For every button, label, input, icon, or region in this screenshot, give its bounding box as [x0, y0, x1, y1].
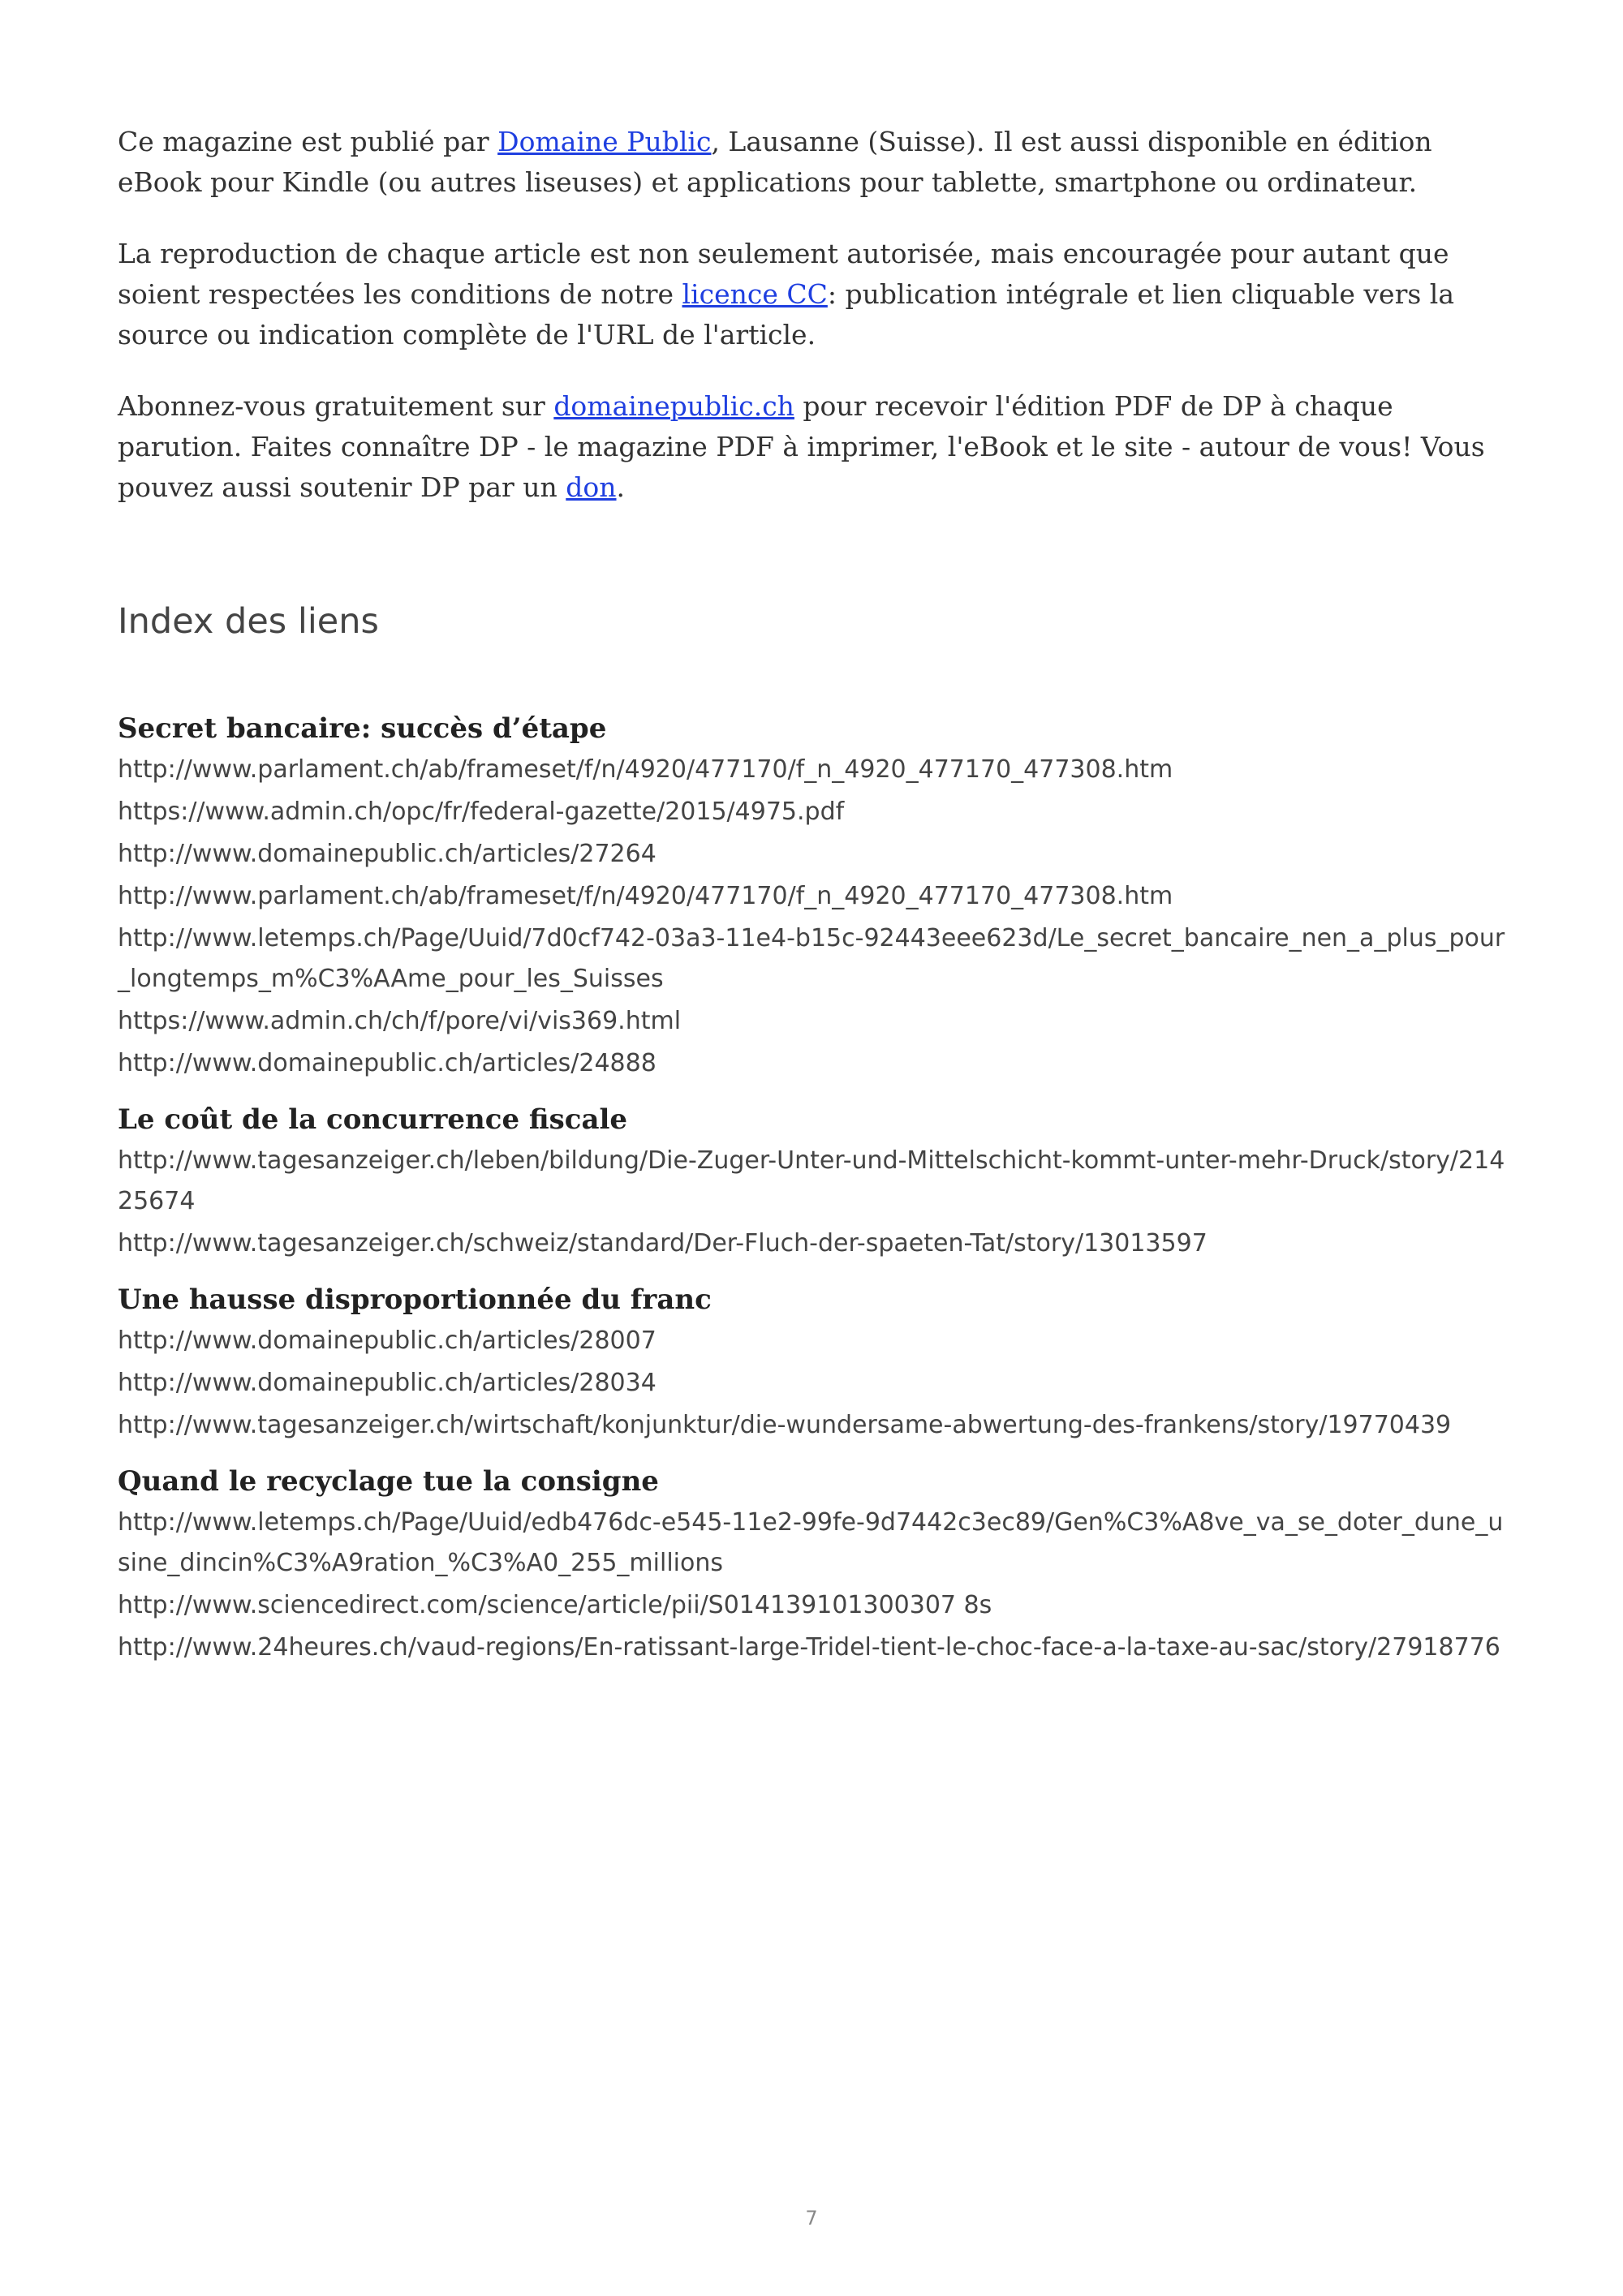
- link-list: [118, 1321, 1513, 1446]
- link-url[interactable]: http://www.tagesanzeiger.ch/wirtschaft/konjunktur/die-wundersame-abwertung-des-frankens/story/19770439: [118, 1411, 1452, 1439]
- intro-text: : publication intégrale et lien cliquable vers la source ou indication complète de l'URL de l'article.: [118, 278, 1455, 350]
- intro-text: , Lausanne (Suisse). Il est aussi disponible en édition eBook pour Kindle (ou autres liseuses) et applications pour tablette, smartphone ou ordinateur.: [118, 126, 1432, 198]
- licence-cc-link[interactable]: licence CC: [682, 278, 828, 310]
- link-url[interactable]: http://www.sciencedirect.com/science/article/pii/S014139101300307 8s: [118, 1591, 992, 1619]
- link-url[interactable]: http://www.letemps.ch/Page/Uuid/edb476dc-e545-11e2-99fe-9d7442c3ec89/Gen%C3%A8ve_va_se_doter_dune_usine_dincin%C3%A9ration_%C3%A0_255_millions: [118, 1508, 1504, 1577]
- intro-paragraph-subscribe: [118, 386, 1513, 508]
- intro-section: [118, 122, 1513, 508]
- index-section: [118, 1279, 1513, 1446]
- domaine-public-link[interactable]: Domaine Public: [497, 126, 712, 157]
- index-sections: [118, 707, 1513, 1668]
- index-section: [118, 1099, 1513, 1264]
- section-title: Le coût de la concurrence fiscale: [118, 1103, 628, 1136]
- link-url[interactable]: http://www.tagesanzeiger.ch/schweiz/standard/Der-Fluch-der-spaeten-Tat/story/13013597: [118, 1229, 1208, 1258]
- link-list: [118, 750, 1513, 1084]
- section-title: Quand le recyclage tue la consigne: [118, 1465, 659, 1498]
- link-url[interactable]: http://www.domainepublic.ch/articles/27264: [118, 840, 657, 868]
- domainepublic-link[interactable]: domainepublic.ch: [553, 390, 794, 422]
- document-page: [118, 122, 1513, 1683]
- link-url[interactable]: https://www.admin.ch/ch/f/pore/vi/vis369.html: [118, 1007, 682, 1035]
- index-title: Index des liens: [118, 601, 379, 642]
- link-url[interactable]: http://www.24heures.ch/vaud-regions/En-ratissant-large-Tridel-tient-le-choc-face-a-la-taxe-au-sac/story/27918776: [118, 1633, 1500, 1662]
- intro-text: Ce magazine est publié par: [118, 126, 498, 157]
- link-url[interactable]: http://www.domainepublic.ch/articles/28007: [118, 1326, 657, 1355]
- index-section: [118, 707, 1513, 1084]
- link-url[interactable]: http://www.domainepublic.ch/articles/28034: [118, 1369, 657, 1397]
- section-title: Une hausse disproportionnée du franc: [118, 1283, 712, 1316]
- intro-paragraph-license: [118, 234, 1513, 355]
- link-url[interactable]: http://www.parlament.ch/ab/frameset/f/n/4920/477170/f_n_4920_477170_477308.htm: [118, 882, 1173, 910]
- link-list: [118, 1141, 1513, 1264]
- don-link[interactable]: don: [566, 471, 617, 503]
- intro-text: .: [616, 471, 626, 503]
- link-url[interactable]: http://www.tagesanzeiger.ch/leben/bildung/Die-Zuger-Unter-und-Mittelschicht-kommt-unter-mehr-Druck/story/21425674: [118, 1146, 1505, 1215]
- link-url[interactable]: https://www.admin.ch/opc/fr/federal-gazette/2015/4975.pdf: [118, 798, 845, 826]
- link-url[interactable]: http://www.parlament.ch/ab/frameset/f/n/4920/477170/f_n_4920_477170_477308.htm: [118, 755, 1173, 784]
- intro-text: Abonnez-vous gratuitement sur: [118, 390, 554, 422]
- section-title: Secret bancaire: succès d’étape: [118, 712, 607, 745]
- index-section: [118, 1460, 1513, 1668]
- link-list: [118, 1503, 1513, 1668]
- intro-paragraph-publisher: [118, 122, 1513, 203]
- link-url[interactable]: http://www.letemps.ch/Page/Uuid/7d0cf742-03a3-11e4-b15c-92443eee623d/Le_secret_bancaire_nen_a_plus_pour_longtemps_m%C3%AAme_pour_les_Suisses: [118, 924, 1505, 993]
- link-url[interactable]: http://www.domainepublic.ch/articles/24888: [118, 1049, 657, 1077]
- intro-text: La reproduction de chaque article est non seulement autorisée, mais encouragée pour autant que soient respectées les conditions de notre: [118, 238, 1449, 310]
- page-number: 7: [805, 2207, 818, 2229]
- intro-text: pour recevoir l'édition PDF de DP à chaque parution. Faites connaître DP - le magazine PDF à imprimer, l'eBook et le site - autour de vous! Vous pouvez aussi soutenir DP par un: [118, 390, 1485, 503]
